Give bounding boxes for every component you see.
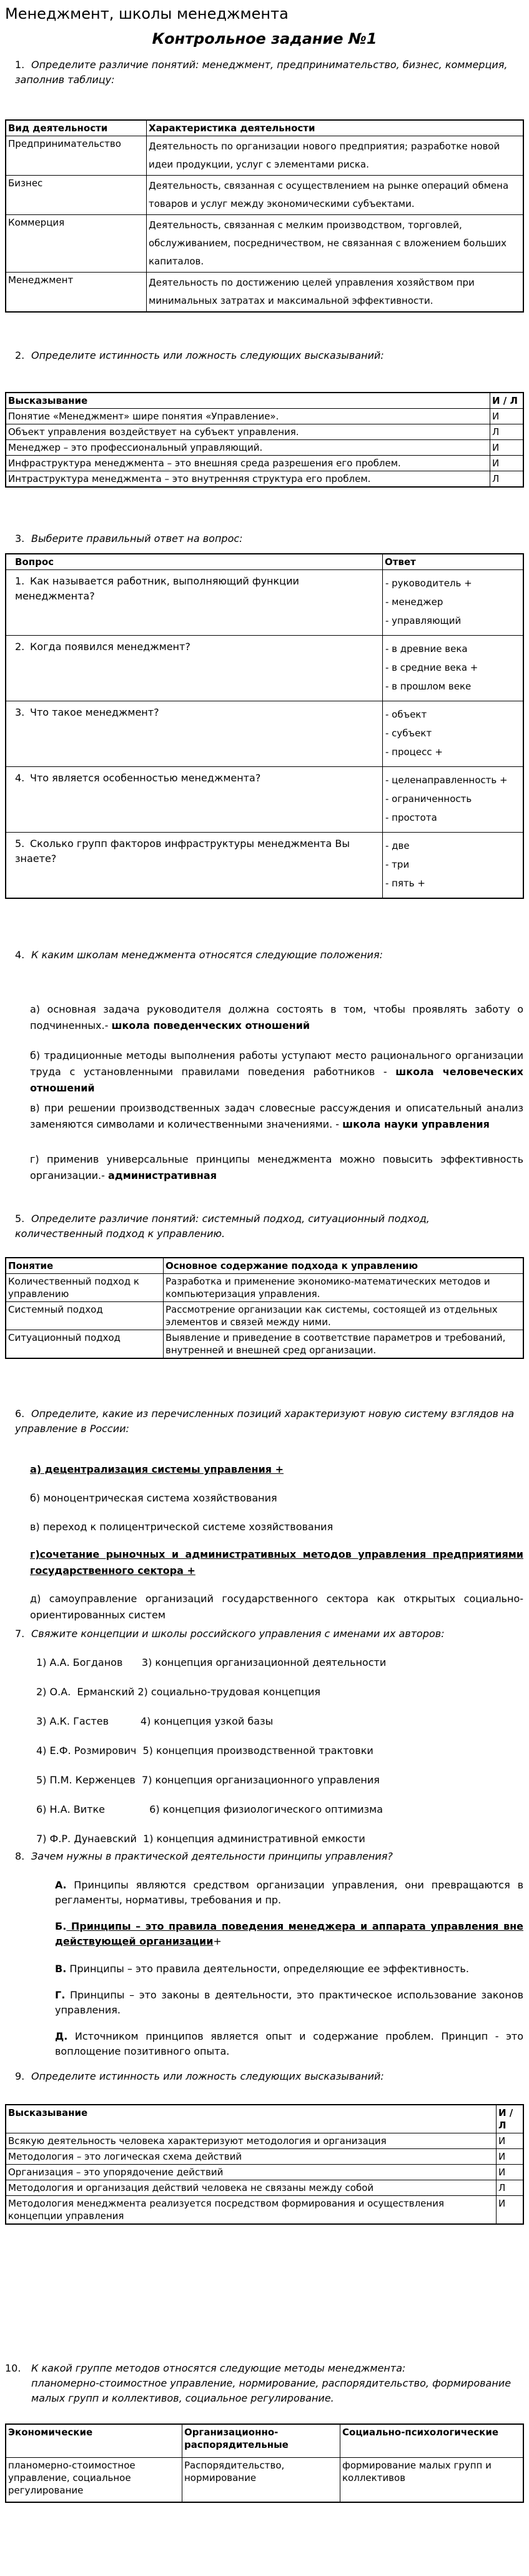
truth-value: И <box>497 2133 524 2149</box>
table-row <box>6 2133 523 2149</box>
position-item: в) переход к полицентрической системе хозяйствования <box>30 1521 334 1533</box>
answer-option: - процесс + <box>385 746 443 758</box>
principle-text: Принципы – это правила поведения менеджера и аппарата управления вне действующей организации <box>55 1920 523 1947</box>
statement: Методология и организация действий человека не связаны между собой <box>6 2180 497 2196</box>
statement: Объект управления воздействует на субъект управления. <box>6 424 490 440</box>
answer-option: - ограниченность <box>385 793 472 804</box>
question-text: Определите истинность или ложность следующих высказываний: <box>31 2070 384 2082</box>
table-row <box>6 471 523 488</box>
approach-content: Рассмотрение организации как системы, состоящей из отдельных элементов и связей между ними. <box>164 1302 524 1330</box>
table-header: Высказывание <box>6 393 490 409</box>
question-text: К каким школам менеджмента относятся следующие положения: <box>31 949 383 961</box>
table-row <box>6 2196 523 2225</box>
table-header: И / Л <box>497 2105 524 2133</box>
question-10 <box>5 2361 523 2376</box>
correct-mark: + <box>213 1935 222 1947</box>
quiz-question-number: 1. <box>15 575 25 587</box>
question-text: Определите различие понятий: системный подход, ситуационный подход, количественный подход к управлению. <box>15 1213 430 1240</box>
statement: Всякую деятельность человека характеризуют методология и организация <box>6 2133 497 2149</box>
page-title: Контрольное задание №1 <box>152 30 377 48</box>
quiz-question-number: 2. <box>15 641 25 653</box>
question-4 <box>15 948 515 963</box>
principle-text: Принципы – это правила деятельности, определяющие ее эффективность. <box>66 1963 469 1975</box>
question-number: 7. <box>15 1628 25 1640</box>
question-number: 5. <box>15 1213 25 1225</box>
truth-value: И <box>490 456 524 471</box>
table-header: Понятие <box>6 1258 164 1274</box>
principle-item <box>55 1962 523 1977</box>
truth-value: Л <box>490 424 524 440</box>
answer-option: - в древние века <box>385 643 468 654</box>
principle-item <box>55 1919 523 1949</box>
activity-description: Деятельность по организации нового предприятия; разработке новой идеи продукции, услуг с элементами риска. <box>147 136 524 176</box>
quiz-table <box>5 553 524 899</box>
question-text: Зачем нужны в практической деятельности принципы управления? <box>31 1850 393 1862</box>
concept-item: 1) А.А. Богданов 3) концепция организационной деятельности <box>36 1656 387 1668</box>
table-header: Ответ <box>383 554 524 570</box>
question-number: 2. <box>15 349 25 361</box>
concept-item: 5) П.М. Керженцев 7) концепция организационного управления <box>36 1774 380 1786</box>
principle-text: Принципы являются средством организации управления, они превращаются в регламенты, нормативы, требования и пр. <box>55 1879 523 1906</box>
quiz-question-text: Что такое менеджмент? <box>30 706 159 718</box>
statement-item: в) при решении производственных задач словесные рассуждения и описательный анализ заменяются символами и количественными значениями. - школа науки управления <box>30 1102 523 1130</box>
concept-item: 7) Ф.Р. Дунаевский 1) концепция административной емкости <box>36 1833 365 1845</box>
table-header: Вид деятельности <box>6 120 147 136</box>
method-group-header: Экономические <box>6 2424 182 2458</box>
table-row <box>6 2180 523 2196</box>
approach-name: Количественный подход к управлению <box>6 1274 164 1302</box>
activity-type: Бизнес <box>6 176 147 215</box>
question-6 <box>15 1406 515 1436</box>
table-header: Характеристика деятельности <box>147 120 524 136</box>
table-row <box>6 1274 523 1302</box>
methods-table <box>5 2423 524 2503</box>
principle-item <box>55 1988 523 2018</box>
question-2 <box>15 348 515 363</box>
answer-option: - пять + <box>385 878 425 889</box>
activity-type: Предпринимательство <box>6 136 147 176</box>
method-group-header: Социально-психологические <box>340 2424 524 2458</box>
table-row <box>6 424 523 440</box>
school-answer: школа человеческих отношений <box>30 1066 523 1094</box>
principle-item <box>55 1878 523 1908</box>
quiz-answers <box>383 833 524 899</box>
table-header: Высказывание <box>6 2105 497 2133</box>
table-row <box>6 273 523 313</box>
principle-letter: Д. <box>55 2030 68 2042</box>
statement-item: а) основная задача руководителя должна состоять в том, чтобы проявлять заботу о подчиненных.- школа поведенческих отношений <box>30 1003 523 1031</box>
question-text: К какой группе методов относятся следующие методы менеджмента: <box>31 2362 406 2374</box>
true-false-table <box>5 392 524 488</box>
answer-option: - в прошлом веке <box>385 681 472 692</box>
statement: Методология менеджмента реализуется посредством формирования и осуществления концепции управления <box>6 2196 497 2225</box>
statement: Интраструктура менеджмента – это внутренняя структура его проблем. <box>6 471 490 488</box>
answer-option: - в средние века + <box>385 662 478 673</box>
question-5 <box>15 1211 515 1241</box>
approach-table <box>5 1257 524 1359</box>
question-text: Свяжите концепции и школы российского управления с именами их авторов: <box>31 1628 445 1640</box>
activity-description: Деятельность, связанная с осуществлением на рынке операций обмена товаров и услуг между экономическими субъектами. <box>147 176 524 215</box>
question-text: Определите истинность или ложность следующих высказываний: <box>31 349 384 361</box>
table-row <box>6 136 523 176</box>
truth-value: Л <box>490 471 524 488</box>
table-row <box>6 701 523 767</box>
quiz-question <box>6 767 383 833</box>
statement: Методология – это логическая схема действий <box>6 2149 497 2165</box>
activity-description: Деятельность по достижению целей управления хозяйством при минимальных затратах и максимальной эффективности. <box>147 273 524 313</box>
statement: Понятие «Менеджмент» шире понятия «Управление». <box>6 409 490 424</box>
truth-value: И <box>497 2165 524 2180</box>
school-answer: школа науки управления <box>342 1118 490 1130</box>
quiz-question-text: Когда появился менеджмент? <box>30 641 190 653</box>
question-number: 6. <box>15 1408 25 1420</box>
question-text: Определите различие понятий: менеджмент, предпринимательство, бизнес, коммерция, заполнив таблицу: <box>15 59 508 86</box>
table-row <box>6 570 523 636</box>
quiz-answers <box>383 570 524 636</box>
table-row <box>6 833 523 899</box>
question-number: 3. <box>15 533 25 544</box>
question-number: 4. <box>15 949 25 961</box>
answer-option: - управляющий <box>385 615 462 626</box>
activity-description: Деятельность, связанная с мелким производством, торговлей, обслуживанием, посредничеством, не связанная с вложением больших капиталов. <box>147 215 524 273</box>
quiz-question <box>6 636 383 701</box>
principle-letter: Г. <box>55 1989 66 2001</box>
quiz-question <box>6 833 383 899</box>
approach-content: Выявление и приведение в соответствие параметров и требований, внутренней и внешней сред организации. <box>164 1330 524 1359</box>
question-text: Выберите правильный ответ на вопрос: <box>31 533 243 544</box>
statement: Менеджер – это профессиональный управляющий. <box>6 440 490 456</box>
table-header: Основное содержание подхода к управлению <box>164 1258 524 1274</box>
activity-table <box>5 119 524 313</box>
quiz-question-number: 3. <box>15 706 25 718</box>
question-number: 10. <box>5 2362 21 2374</box>
table-row <box>6 456 523 471</box>
question-7 <box>15 1626 515 1641</box>
principle-text: Источником принципов является опыт и содержание проблем. Принцип - это воплощение позитивного опыта. <box>55 2030 523 2057</box>
question-9 <box>15 2069 515 2084</box>
table-row <box>6 2149 523 2165</box>
concept-item: 3) А.К. Гастев 4) концепция узкой базы <box>36 1715 274 1727</box>
table-row <box>6 636 523 701</box>
question-1 <box>15 58 515 88</box>
table-row <box>6 176 523 215</box>
question-text: Определите, какие из перечисленных позиций характеризуют новую систему взглядов на управление в России: <box>15 1408 515 1435</box>
principle-letter: В. <box>55 1963 67 1975</box>
answer-option: - простота <box>385 812 437 823</box>
table-row <box>6 767 523 833</box>
truth-value: И <box>490 409 524 424</box>
activity-type: Коммерция <box>6 215 147 273</box>
approach-name: Ситуационный подход <box>6 1330 164 1359</box>
concept-item: 4) Е.Ф. Розмирович 5) концепция производственной трактовки <box>36 1745 373 1757</box>
activity-type: Менеджмент <box>6 273 147 313</box>
concept-item: 6) Н.А. Витке 6) концепция физиологического оптимизма <box>36 1803 383 1815</box>
quiz-question <box>6 701 383 767</box>
method-group-header: Организационно-распорядительные <box>182 2424 340 2458</box>
concept-item: 2) О.А. Ерманский 2) социально-трудовая концепция <box>36 1686 320 1698</box>
method-group-cell: формирование малых групп и коллективов <box>340 2458 524 2503</box>
principle-text: Принципы – это законы в деятельности, это практическое использование законов управления. <box>55 1989 523 2016</box>
statement: Организация – это упорядочение действий <box>6 2165 497 2180</box>
quiz-question-text: Сколько групп факторов инфраструктуры менеджмента Вы знаете? <box>15 838 350 865</box>
table-header: Вопрос <box>6 554 383 570</box>
quiz-question <box>6 570 383 636</box>
answer-option: - две <box>385 840 410 851</box>
answer-option: - три <box>385 859 410 870</box>
question-number: 9. <box>15 2070 25 2082</box>
statement-item: б) традиционные методы выполнения работы уступают место рационального организации труда с установленными правилами поведения работников - школа человеческих отношений <box>30 1050 523 1094</box>
answer-option: - объект <box>385 709 427 720</box>
quiz-question-number: 5. <box>15 838 25 849</box>
quiz-answers <box>383 636 524 701</box>
approach-content: Разработка и применение экономико-математических методов и компьютеризация управления. <box>164 1274 524 1302</box>
position-item: а) децентрализация системы управления + <box>30 1463 284 1475</box>
table-row <box>6 1302 523 1330</box>
document-header: Менеджмент, школы менеджмента <box>5 5 289 23</box>
school-answer: школа поведенческих отношений <box>111 1020 310 1031</box>
quiz-answers <box>383 767 524 833</box>
principle-letter: А. <box>55 1879 67 1891</box>
answer-option: - целенаправленность + <box>385 774 508 786</box>
method-group-cell: Распорядительство, нормирование <box>182 2458 340 2503</box>
principle-letter: Б. <box>55 1920 67 1932</box>
question-10-methods: планомерно-стоимостное управление, нормирование, распорядительство, формирование малых групп и коллективов, социальное регулирование. <box>31 2377 512 2404</box>
position-item: г)сочетание рыночных и административных методов управления предприятиями государственного сектора + <box>30 1548 523 1576</box>
methodology-table <box>5 2104 524 2225</box>
method-group-cell: планомерно-стоимостное управление, социальное регулирование <box>6 2458 182 2503</box>
position-item: б) моноцентрическая система хозяйствования <box>30 1492 277 1504</box>
answer-option: - менеджер <box>385 596 443 608</box>
statement: Инфраструктура менеджмента – это внешняя среда разрешения его проблем. <box>6 456 490 471</box>
question-8 <box>15 1849 515 1864</box>
truth-value: И <box>490 440 524 456</box>
table-row <box>6 440 523 456</box>
question-number: 1. <box>15 59 25 71</box>
table-row <box>6 1330 523 1359</box>
truth-value: И <box>497 2196 524 2225</box>
question-3 <box>15 531 515 546</box>
table-row <box>6 2165 523 2180</box>
quiz-question-text: Как называется работник, выполняющий функции менеджмента? <box>15 575 299 602</box>
answer-option: - руководитель + <box>385 578 472 589</box>
truth-value: Л <box>497 2180 524 2196</box>
position-item: д) самоуправление организаций государственного сектора как открытых социально-ориентированных систем <box>30 1593 523 1621</box>
statement-item: г) применив универсальные принципы менеджмента можно повысить эффективность организации.- административная <box>30 1153 523 1181</box>
table-row <box>6 409 523 424</box>
quiz-question-number: 4. <box>15 772 25 784</box>
quiz-question-text: Что является особенностью менеджмента? <box>30 772 261 784</box>
table-header: И / Л <box>490 393 524 409</box>
approach-name: Системный подход <box>6 1302 164 1330</box>
table-row <box>6 215 523 273</box>
question-number: 8. <box>15 1850 25 1862</box>
answer-option: - субъект <box>385 728 432 739</box>
school-answer: административная <box>107 1170 217 1181</box>
principle-item <box>55 2029 523 2059</box>
truth-value: И <box>497 2149 524 2165</box>
quiz-answers <box>383 701 524 767</box>
